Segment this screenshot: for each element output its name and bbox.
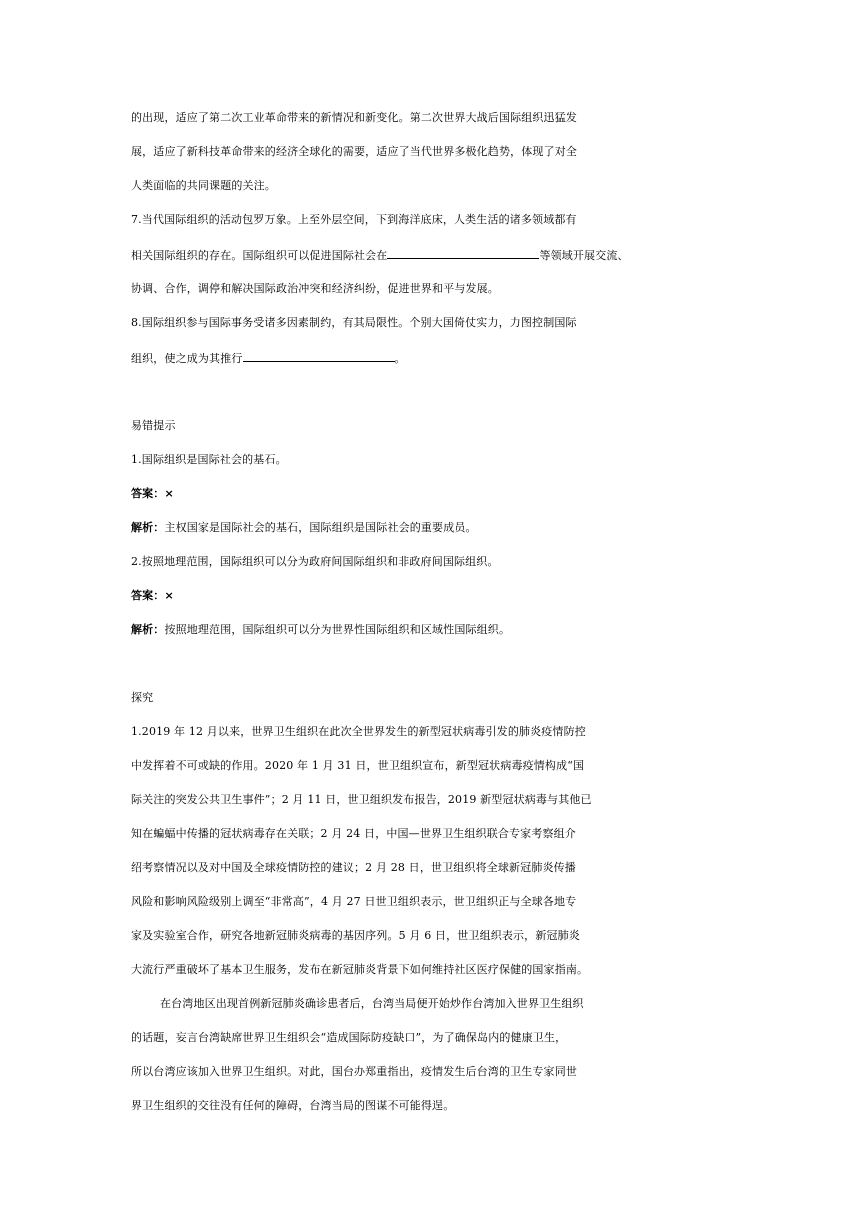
analysis-label: 解析：: [131, 623, 165, 636]
explore-line: 1.2019 年 12 月以来，世界卫生组织在此次全世界发生的新型冠状病毒引发的肺炎疫情防控: [131, 725, 586, 738]
tip-answer: [131, 586, 741, 606]
section-heading-tips: 易错提示: [131, 419, 176, 432]
question-7-text: 等领域开展交流、: [539, 249, 629, 262]
answer-mark: ×: [164, 487, 174, 500]
question-7-line: 协调、合作，调停和解决国际政治冲突和经济纠纷，促进世界和平与发展。: [131, 282, 499, 295]
tip-analysis: [131, 620, 741, 640]
tip-statement: 2.按照地理范围，国际组织可以分为政府间国际组织和非政府间国际组织。: [131, 555, 499, 568]
explore-line: 际关注的突发公共卫生事件”；2 月 11 日，世卫组织发布报告，2019 新型冠状病毒与其他已: [131, 793, 592, 806]
question-7-line: 7.当代国际组织的活动包罗万象。上至外层空间，下到海洋底床，人类生活的诸多领域都有: [131, 213, 577, 226]
question-8-line: [131, 347, 741, 369]
paragraph-line: 展，适应了新科技革命带来的经济全球化的需要，适应了当代世界多极化趋势，体现了对全: [131, 145, 577, 158]
explore-line: 所以台湾应该加入世界卫生组织。对此，国台办郑重指出，疫情发生后台湾的卫生专家同世: [131, 1065, 577, 1078]
explore-line: 在台湾地区出现首例新冠肺炎确诊患者后，台湾当局便开始炒作台湾加入世界卫生组织: [160, 997, 584, 1010]
tip-statement: 1.国际组织是国际社会的基石。: [131, 453, 287, 466]
fill-in-blank[interactable]: [243, 347, 395, 362]
explore-line: 中发挥着不可或缺的作用。2020 年 1 月 31 日，世卫组织宣布，新型冠状病毒疫情构成“国: [131, 759, 585, 772]
explore-line: 绍考察情况以及对中国及全球疫情防控的建议；2 月 28 日，世卫组织将全球新冠肺炎传播: [131, 861, 576, 874]
answer-label: 答案：: [131, 487, 165, 500]
paragraph-line: 的出现，适应了第二次工业革命带来的新情况和新变化。第二次世界大战后国际组织迅猛发: [131, 111, 577, 124]
fill-in-blank[interactable]: [387, 244, 539, 259]
explore-line: 知在蝙蝠中传播的冠状病毒存在关联；2 月 24 日，中国—世界卫生组织联合专家考察组介: [131, 827, 576, 840]
explore-line: 界卫生组织的交往没有任何的障碍，台湾当局的图谋不可能得逞。: [131, 1099, 455, 1112]
tip-answer: [131, 484, 741, 504]
question-8-text: 。: [394, 352, 406, 365]
answer-mark: ×: [164, 589, 174, 602]
question-8-text: 组织，使之成为其推行: [131, 352, 243, 365]
question-7-text: 相关国际组织的存在。国际组织可以促进国际社会在: [131, 249, 388, 262]
explore-line: 的话题，妄言台湾缺席世界卫生组织会“造成国际防疫缺口”，为了确保岛内的健康卫生，: [131, 1031, 567, 1044]
explore-line: 家及实验室合作，研究各地新冠肺炎病毒的基因序列。5 月 6 日，世卫组织表示，新冠肺炎: [131, 929, 580, 942]
analysis-text: 主权国家是国际社会的基石，国际组织是国际社会的重要成员。: [164, 521, 477, 534]
explore-line: 大流行严重破坏了基本卫生服务，发布在新冠肺炎背景下如何维持社区医疗保健的国家指南。: [131, 963, 589, 976]
analysis-text: 按照地理范围，国际组织可以分为世界性国际组织和区域性国际组织。: [164, 623, 511, 636]
paragraph-line: 人类面临的共同课题的关注。: [131, 179, 276, 192]
section-heading-explore: 探究: [131, 691, 154, 704]
tip-analysis: [131, 518, 741, 538]
answer-label: 答案：: [131, 589, 165, 602]
question-8-line: 8.国际组织参与国际事务受诸多因素制约，有其局限性。个别大国倚仗实力，力图控制国际: [131, 316, 577, 329]
question-7-line: [131, 244, 741, 266]
explore-line: 风险和影响风险级别上调至“非常高”，4 月 27 日世卫组织表示，世卫组织正与全球各地专: [131, 895, 577, 908]
analysis-label: 解析：: [131, 521, 165, 534]
